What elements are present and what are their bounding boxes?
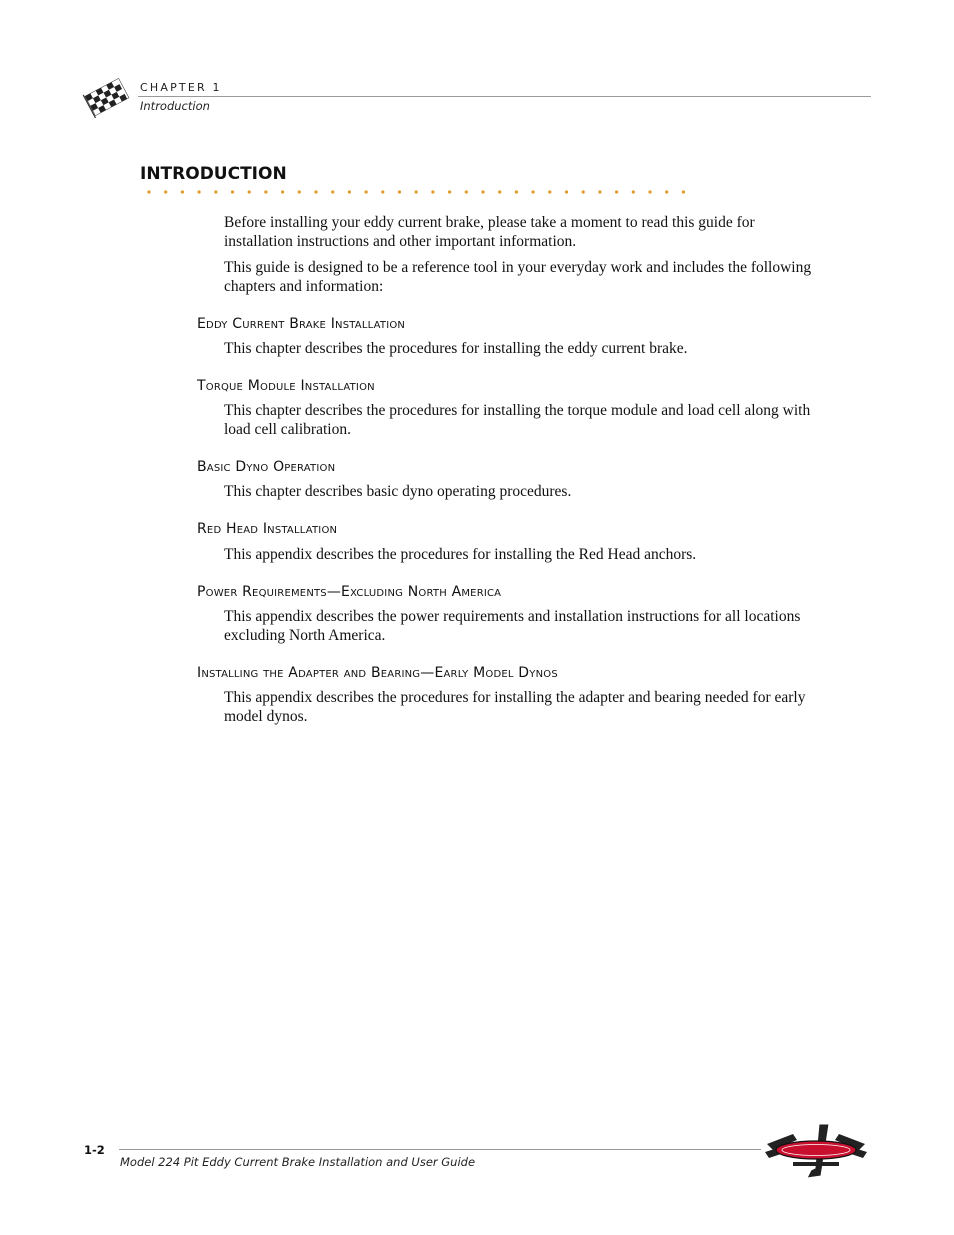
divider-dot: [648, 190, 651, 193]
chapter-label: CHAPTER 1: [140, 81, 222, 94]
divider-dot: [632, 190, 635, 193]
dotted-divider: [140, 187, 700, 197]
chapter-desc-adapter-bearing: This appendix describes the procedures for installing the adapter and bearing needed for early model dynos.: [224, 689, 806, 725]
divider-dot: [164, 190, 167, 193]
divider-dot: [281, 190, 284, 193]
chapter-subtitle: Introduction: [140, 99, 210, 113]
divider-dot: [231, 190, 234, 193]
divider-dot: [565, 190, 568, 193]
divider-dot: [398, 190, 401, 193]
chapter-desc-red-head: This appendix describes the procedures for installing the Red Head anchors.: [224, 546, 697, 563]
chapter-desc-eddy-brake: This chapter describes the procedures for installing the eddy current brake.: [224, 340, 688, 357]
divider-dot: [147, 190, 150, 193]
intro-paragraph-1: Before installing your eddy current brake, please take a moment to read this guide for installation instructions and other important information.: [224, 214, 755, 250]
chapter-heading-power-requirements: Power Requirements—Excluding North America: [197, 584, 502, 600]
chapter-desc-basic-dyno: This chapter describes basic dyno operating procedures.: [224, 483, 572, 500]
chapter-heading-torque-module: Torque Module Installation: [197, 378, 375, 394]
footer-rule: [119, 1149, 761, 1150]
divider-dot: [181, 190, 184, 193]
checkered-flag-icon: [82, 76, 132, 118]
divider-dot: [598, 190, 601, 193]
divider-dot: [298, 190, 301, 193]
chapter-heading-adapter-bearing: Installing the Adapter and Bearing—Early Model Dynos: [197, 665, 558, 681]
divider-dot: [498, 190, 501, 193]
divider-dot: [198, 190, 201, 193]
divider-dot: [481, 190, 484, 193]
divider-dot: [665, 190, 668, 193]
page-number: 1-2: [84, 1143, 105, 1157]
dynojet-logo-icon: [763, 1122, 869, 1180]
divider-dot: [582, 190, 585, 193]
header-rule: [138, 96, 871, 97]
divider-dot: [314, 190, 317, 193]
chapter-desc-torque-module: This chapter describes the procedures for installing the torque module and load cell along with load cell calibration.: [224, 402, 811, 438]
divider-dot: [415, 190, 418, 193]
divider-dot: [431, 190, 434, 193]
divider-dot: [348, 190, 351, 193]
divider-dot: [365, 190, 368, 193]
chapter-desc-power-requirements: This appendix describes the power requirements and installation instructions for all locations excluding North America.: [224, 608, 801, 644]
guide-title: Model 224 Pit Eddy Current Brake Installation and User Guide: [120, 1155, 476, 1169]
divider-dot: [448, 190, 451, 193]
intro-paragraph-2: This guide is designed to be a reference tool in your everyday work and includes the following chapters and information:: [224, 259, 812, 295]
divider-dot: [532, 190, 535, 193]
divider-dot: [515, 190, 518, 193]
divider-dot: [465, 190, 468, 193]
divider-dot: [214, 190, 217, 193]
divider-dot: [248, 190, 251, 193]
divider-dot: [381, 190, 384, 193]
divider-dot: [264, 190, 267, 193]
chapter-heading-red-head: Red Head Installation: [197, 521, 338, 537]
section-title: INTRODUCTION: [140, 164, 287, 184]
chapter-heading-eddy-brake: Eddy Current Brake Installation: [197, 316, 406, 332]
chapter-heading-basic-dyno: Basic Dyno Operation: [197, 459, 336, 475]
divider-dot: [682, 190, 685, 193]
divider-dot: [548, 190, 551, 193]
divider-dot: [331, 190, 334, 193]
divider-dot: [615, 190, 618, 193]
